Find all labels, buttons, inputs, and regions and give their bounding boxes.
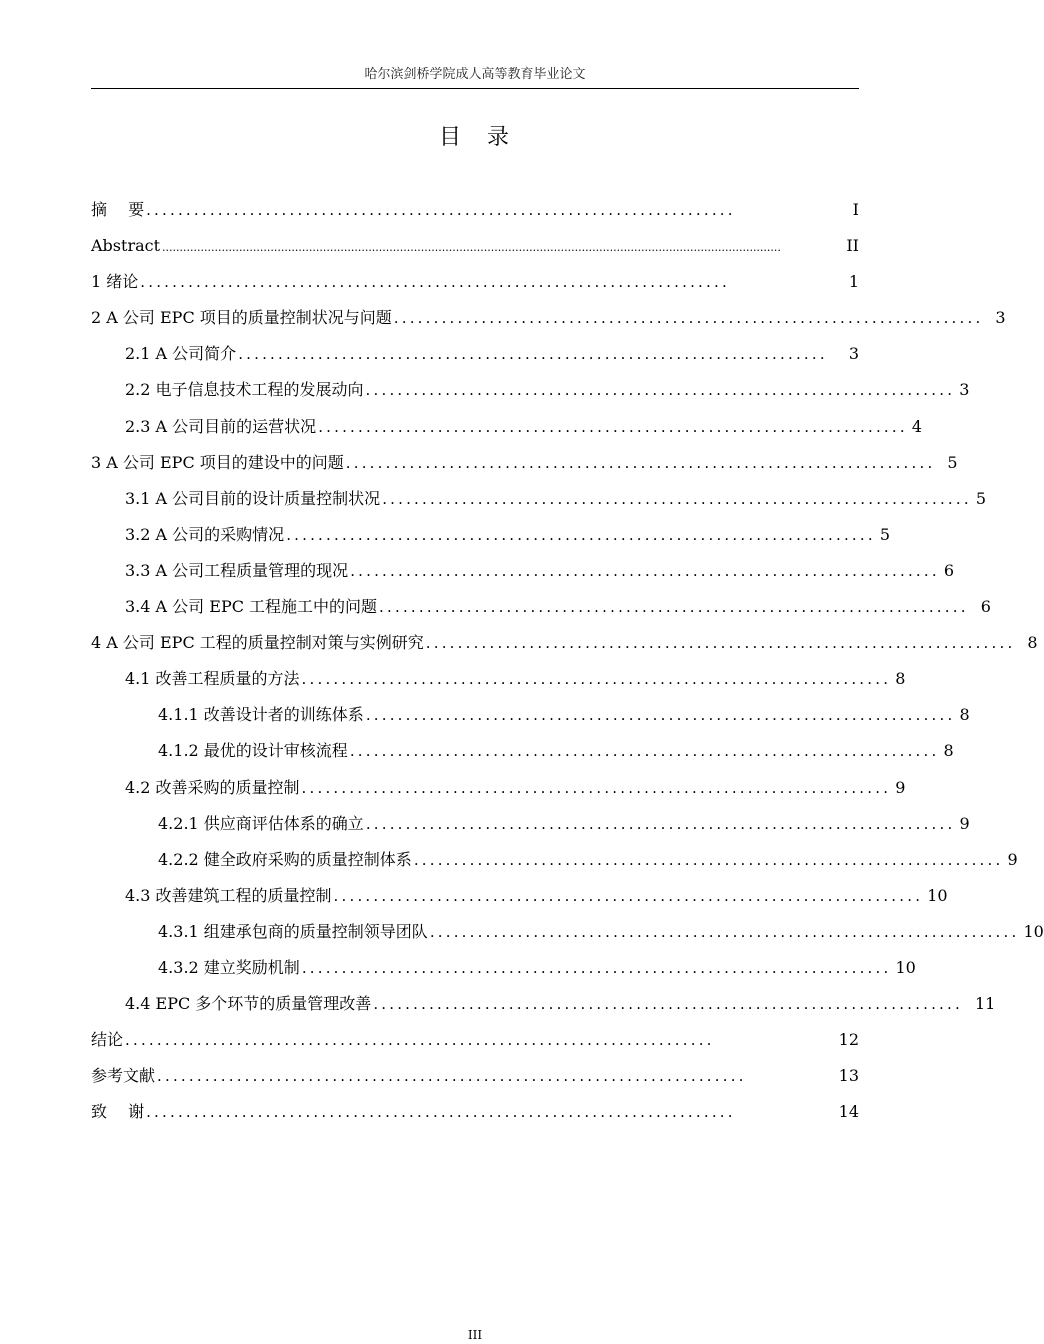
toc-entry-page: 8: [1027, 633, 1038, 653]
toc-entry-conclusion[interactable]: [91, 1026, 859, 1062]
dot-leader: ..........................................................................: [365, 381, 956, 400]
toc-entry-label: 参考文献: [91, 1066, 156, 1086]
toc-entry-page: 9: [1007, 849, 1018, 869]
toc-entry-section-3-3[interactable]: [91, 557, 955, 593]
toc-entry-label: 3.2 A 公司的采购情况: [125, 524, 285, 544]
running-header: 哈尔滨剑桥学院成人高等教育毕业论文: [364, 67, 586, 82]
dot-leader: ..........................................................................: [350, 561, 940, 580]
dot-leader: ..........................................................................: [318, 417, 908, 436]
toc-entry-label: 3 A 公司 EPC 项目的建设中的问题: [91, 452, 344, 472]
toc-entry-chapter-3[interactable]: [91, 449, 958, 485]
toc-entry-page: 8: [959, 705, 970, 725]
toc-entry-page: 10: [895, 957, 916, 977]
toc-entry-section-4-2[interactable]: [91, 774, 906, 810]
toc-entry-section-4-3[interactable]: [91, 882, 948, 918]
dot-leader: ..........................................................................: [413, 850, 1004, 869]
dot-leader: ..........................................................................: [125, 1031, 715, 1050]
toc-entry-page: 6: [943, 560, 955, 580]
toc-entry-label: 4.3.2 建立奖励机制: [158, 957, 300, 977]
toc-entry-label: 4.2.1 供应商评估体系的确立: [158, 813, 364, 833]
dot-leader: .................................................................................................................................................................................: [162, 241, 781, 255]
toc-entry-label: 4.1.1 改善设计者的训练体系: [158, 705, 364, 725]
dot-leader: ..........................................................................: [365, 706, 956, 725]
toc-entry-page: 3: [959, 380, 970, 400]
toc-list: [91, 196, 1044, 1134]
toc-entry-label: 4.1 改善工程质量的方法: [125, 669, 300, 689]
dot-leader: ..........................................................................: [345, 453, 936, 472]
toc-entry-page: 11: [974, 994, 996, 1014]
toc-entry-label: 2.2 电子信息技术工程的发展动向: [125, 380, 364, 400]
toc-title-part2: 录: [487, 125, 512, 150]
toc-entry-section-2-1[interactable]: [91, 340, 859, 376]
dot-leader: ..........................................................................: [382, 489, 972, 508]
toc-entry-page: 9: [959, 813, 970, 833]
dot-leader: ..........................................................................: [365, 814, 956, 833]
toc-entry-references[interactable]: [91, 1062, 859, 1098]
toc-entry-section-4-4[interactable]: [91, 990, 996, 1026]
toc-entry-abstract-cn[interactable]: [91, 196, 859, 232]
toc-entry-page: 4: [911, 416, 923, 436]
toc-entry-page: 5: [879, 524, 891, 544]
dot-leader: ..........................................................................: [140, 273, 730, 292]
toc-entry-acknowledgements[interactable]: [91, 1098, 859, 1134]
toc-title: [0, 123, 950, 153]
toc-entry-page: 3: [848, 344, 859, 364]
toc-entry-label: 3.3 A 公司工程质量管理的现况: [125, 560, 349, 580]
toc-entry-section-2-3[interactable]: [91, 413, 923, 449]
dot-leader: ..........................................................................: [301, 958, 892, 977]
dot-leader: ..........................................................................: [425, 634, 1016, 653]
toc-entry-label: 4.3 改善建筑工程的质量控制: [125, 885, 332, 905]
toc-entry-section-4-1[interactable]: [91, 665, 906, 701]
footer-page-number: III: [467, 1328, 483, 1342]
dot-leader: ..........................................................................: [301, 778, 892, 797]
toc-entry-label: 致 谢: [91, 1102, 145, 1122]
toc-entry-section-3-1[interactable]: [91, 485, 987, 521]
toc-entry-page: 14: [838, 1102, 859, 1122]
toc-entry-label: Abstract: [91, 236, 161, 256]
toc-entry-chapter-2[interactable]: [91, 304, 1006, 340]
toc-entry-label: 摘 要: [91, 200, 145, 219]
dot-leader: ..........................................................................: [157, 1067, 747, 1086]
toc-entry-page: 6: [980, 597, 991, 617]
toc-entry-section-3-2[interactable]: [91, 521, 891, 557]
dot-leader: ..........................................................................: [146, 1103, 736, 1122]
toc-entry-label: 4.2 改善采购的质量控制: [125, 777, 300, 797]
toc-entry-section-4-1-1[interactable]: [91, 701, 970, 737]
header-rule: [91, 88, 859, 89]
toc-entry-label: 结论: [91, 1030, 124, 1050]
toc-entry-page: 12: [838, 1030, 859, 1050]
dot-leader: ..........................................................................: [429, 922, 1020, 941]
toc-entry-page: 10: [1023, 921, 1044, 941]
toc-entry-page: 8: [895, 669, 906, 689]
dot-leader: ..........................................................................: [238, 345, 828, 364]
toc-entry-page: 8: [943, 741, 954, 761]
toc-entry-section-4-3-2[interactable]: [91, 954, 916, 990]
dot-leader: ..........................................................................: [379, 598, 969, 617]
toc-entry-abstract-en[interactable]: [91, 232, 859, 268]
toc-entry-chapter-1[interactable]: [91, 268, 859, 304]
toc-entry-section-4-3-1[interactable]: [91, 918, 1044, 954]
toc-entry-page: 1: [848, 272, 859, 292]
dot-leader: ..........................................................................: [286, 525, 876, 544]
toc-entry-section-4-2-1[interactable]: [91, 810, 970, 846]
toc-entry-page: 3: [995, 308, 1006, 328]
dot-leader: ..........................................................................: [333, 886, 924, 905]
toc-entry-label: 4.3.1 组建承包商的质量控制领导团队: [158, 921, 428, 941]
dot-leader: ..........................................................................: [393, 309, 984, 328]
toc-entry-page: 10: [927, 885, 948, 905]
toc-entry-page: 9: [895, 777, 906, 797]
toc-entry-label: 2 A 公司 EPC 项目的质量控制状况与问题: [91, 308, 392, 328]
toc-entry-section-3-4[interactable]: [91, 593, 991, 629]
toc-entry-page: II: [846, 236, 859, 256]
toc-entry-page: 5: [947, 452, 958, 472]
toc-entry-page: I: [852, 200, 859, 219]
toc-entry-label: 2.1 A 公司简介: [125, 344, 237, 364]
toc-entry-label: 2.3 A 公司目前的运营状况: [125, 416, 317, 436]
toc-entry-label: 4.1.2 最优的设计审核流程: [158, 741, 348, 761]
toc-entry-section-2-2[interactable]: [91, 376, 970, 412]
toc-title-part1: 目: [438, 125, 463, 150]
toc-entry-label: 3.4 A 公司 EPC 工程施工中的问题: [125, 597, 378, 617]
toc-entry-page: 5: [975, 488, 987, 508]
dot-leader: ..........................................................................: [349, 742, 940, 761]
dot-leader: ..........................................................................: [301, 670, 892, 689]
dot-leader: ..........................................................................: [373, 995, 963, 1014]
toc-entry-label: 1 绪论: [91, 272, 139, 292]
toc-entry-label: 4.2.2 健全政府采购的质量控制体系: [158, 849, 412, 869]
toc-entry-section-4-2-2[interactable]: [91, 846, 1018, 882]
toc-entry-section-4-1-2[interactable]: [91, 737, 954, 773]
toc-entry-chapter-4[interactable]: [91, 629, 1038, 665]
toc-entry-label: 4.4 EPC 多个环节的质量管理改善: [125, 994, 372, 1014]
dot-leader: ..........................................................................: [146, 201, 736, 219]
toc-entry-label: 4 A 公司 EPC 工程的质量控制对策与实例研究: [91, 633, 424, 653]
toc-entry-label: 3.1 A 公司目前的设计质量控制状况: [125, 488, 381, 508]
toc-entry-page: 13: [838, 1066, 859, 1086]
